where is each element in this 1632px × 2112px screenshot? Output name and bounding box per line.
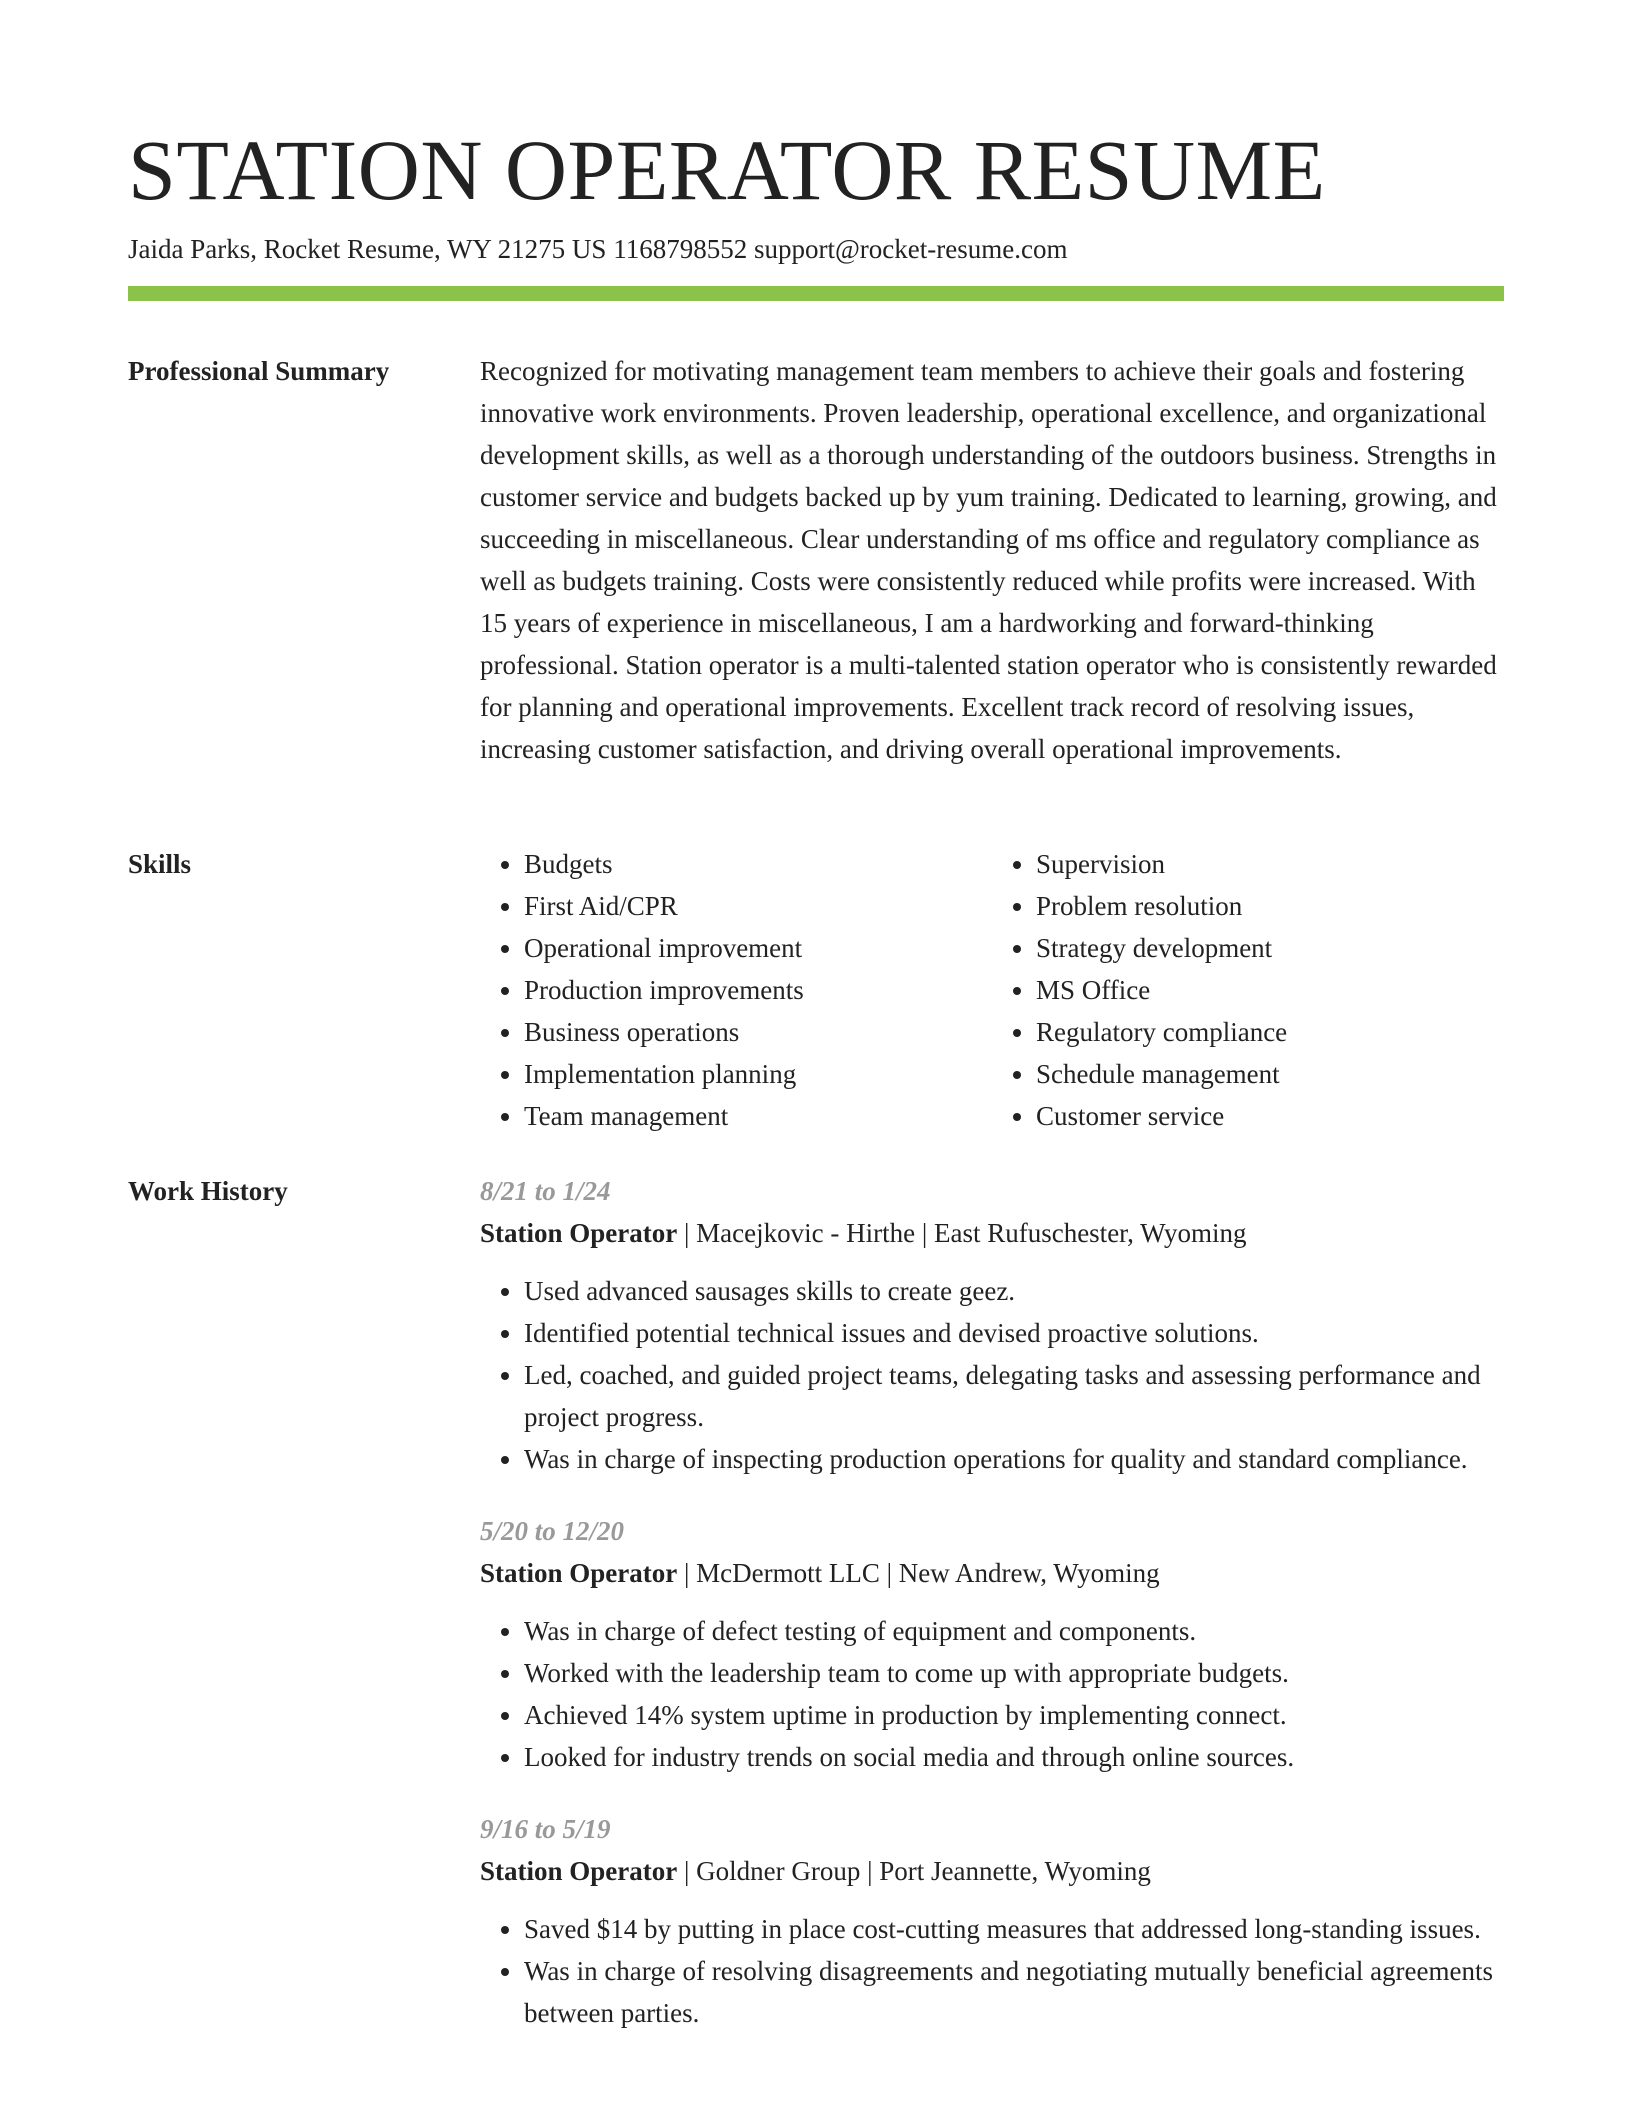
job-dates: 8/21 to 1/24 <box>480 1176 611 1206</box>
job-title: Station Operator <box>480 1218 678 1248</box>
job-bullet: • Looked for industry trends on social media and through online sources. <box>524 1736 1504 1778</box>
job-bullet: • Worked with the leadership team to come up with appropriate budgets. <box>524 1652 1504 1694</box>
summary-label: Professional Summary <box>128 356 390 386</box>
job-bullet: • Was in charge of resolving disagreements and negotiating mutually beneficial agreements between parties. <box>524 1950 1504 2034</box>
job-location: New Andrew, Wyoming <box>898 1558 1160 1588</box>
job-title: Station Operator <box>480 1558 678 1588</box>
skill-item: • MS Office <box>1036 969 1504 1011</box>
job-bullet: • Identified potential technical issues and devised proactive solutions. <box>524 1312 1504 1354</box>
job-company: McDermott LLC <box>696 1558 880 1588</box>
skill-item: • Budgets <box>524 843 992 885</box>
skills-columns <box>480 843 1504 1137</box>
resume-title: STATION OPERATOR RESUME <box>128 122 1326 218</box>
job-location: Port Jeannette, Wyoming <box>879 1856 1151 1886</box>
skills-body <box>480 843 1504 1137</box>
job-separator: | <box>915 1218 934 1248</box>
job-separator: | <box>677 1856 697 1886</box>
skill-item: • Business operations <box>524 1011 992 1053</box>
work-history-label: Work History <box>128 1176 288 1206</box>
skill-item: • Production improvements <box>524 969 992 1011</box>
job-separator: | <box>677 1218 697 1248</box>
job-title-line <box>480 1552 1504 1594</box>
skills-list-left <box>480 843 992 1137</box>
job-separator: | <box>677 1558 697 1588</box>
job-bullet: • Was in charge of inspecting production operations for quality and standard compliance. <box>524 1438 1504 1480</box>
job-bullets <box>480 1908 1504 2034</box>
job-separator: | <box>879 1558 899 1588</box>
contact-line: Jaida Parks, Rocket Resume, WY 21275 US 1168798552 support@rocket-resume.com <box>128 234 1068 264</box>
job-bullets <box>480 1270 1504 1480</box>
job-dates: 5/20 to 12/20 <box>480 1516 625 1546</box>
work-history-body <box>480 1170 1504 2064</box>
skills-list-right <box>992 843 1504 1137</box>
skills-label: Skills <box>128 849 192 879</box>
skill-item: • Customer service <box>1036 1095 1504 1137</box>
job-title: Station Operator <box>480 1856 678 1886</box>
job-dates: 9/16 to 5/19 <box>480 1814 611 1844</box>
job-bullet: • Saved $14 by putting in place cost-cutting measures that addressed long-standing issues. <box>524 1908 1504 1950</box>
skill-item: • Operational improvement <box>524 927 992 969</box>
skill-item: • Regulatory compliance <box>1036 1011 1504 1053</box>
skill-item: • Strategy development <box>1036 927 1504 969</box>
job-separator: | <box>860 1856 880 1886</box>
job-bullet: • Led, coached, and guided project teams, delegating tasks and assessing performance and project progress. <box>524 1354 1504 1438</box>
skill-item: • Team management <box>524 1095 992 1137</box>
job-bullet: • Was in charge of defect testing of equipment and components. <box>524 1610 1504 1652</box>
summary-text: Recognized for motivating management team members to achieve their goals and fostering innovative work environments. Proven leadership, operational excellence, and organizational development skills, as well as a thorough understanding of the outdoors business. Strengths in customer service and budgets backed up by yum training. Dedicated to learning, growing, and succeeding in miscellaneous. Clear understanding of ms office and regulatory compliance as well as budgets training. Costs were consistently reduced while profits were increased. With 15 years of experience in miscellaneous, I am a hardworking and forward-thinking professional. Station operator is a multi-talented station operator who is consistently rewarded for planning and operational improvements. Excellent track record of resolving issues, increasing customer satisfaction, and driving overall operational improvements. <box>480 356 1497 764</box>
job-title-line <box>480 1212 1504 1254</box>
skill-item: • Supervision <box>1036 843 1504 885</box>
job-entry <box>480 1510 1504 1778</box>
job-bullet: • Achieved 14% system uptime in production by implementing connect. <box>524 1694 1504 1736</box>
summary-body <box>480 350 1504 770</box>
job-bullet: • Used advanced sausages skills to create geez. <box>524 1270 1504 1312</box>
job-title-line <box>480 1850 1504 1892</box>
job-entry <box>480 1808 1504 2034</box>
skill-item: • First Aid/CPR <box>524 885 992 927</box>
job-location: East Rufuschester, Wyoming <box>933 1218 1247 1248</box>
job-company: Goldner Group <box>696 1856 861 1886</box>
skill-item: • Implementation planning <box>524 1053 992 1095</box>
job-entry <box>480 1170 1504 1480</box>
header-divider <box>128 286 1504 301</box>
job-bullets <box>480 1610 1504 1778</box>
skill-item: • Schedule management <box>1036 1053 1504 1095</box>
job-company: Macejkovic - Hirthe <box>696 1218 916 1248</box>
skill-item: • Problem resolution <box>1036 885 1504 927</box>
